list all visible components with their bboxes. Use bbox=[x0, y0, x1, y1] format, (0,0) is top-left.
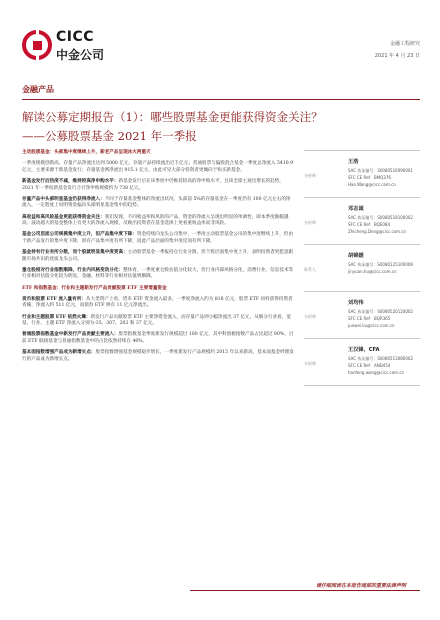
section-rule bbox=[22, 99, 420, 100]
summary-paragraph: 行业和主题股票 ETF 依然火爆：新发行产品贡献股票 ETF 主要净资金流入，而存量产品则小幅净流出 37 亿元，从细分行业看，宽基、行业、主题 ETF 净流入分别为-35、307、202 和 37 亿元。 bbox=[22, 314, 291, 327]
summary-column bbox=[22, 150, 294, 368]
summary-paragraph: 存量产品中头部明星基金仍获得净流入：不同于存量基金整体的净流出状况，头部前 5%的存量基金在一季度仍有 100 亿元左右的净流入，一定程度上说明资金偏向头部明星基金集中的趋势。 bbox=[22, 196, 291, 209]
summary-paragraph: 基金持有行业有所分散，而个股就明显集中度更高：主动股票基金一季报持仓行业分散，但个股层面集中度上升，表明投资者更愿意跟随市场共识的优质龙头公司。 bbox=[22, 250, 294, 262]
summary-paragraph: 新基金发行后热度不减，维持较高净申购水平：新基金发行后在该季度中仍维持较高的净申购水平，且该全部主观出增长的趋势，2021 年一季度新基金发行合计净申购规模约为 738 亿元。 bbox=[22, 178, 284, 191]
cicc-logo bbox=[22, 28, 132, 68]
analyst-email[interactable]: jinyuan.hu@cicc.com.cn bbox=[348, 269, 397, 274]
summary-paragraph: 主动股票基金：头部集中度继续上升，新老产品呈现冰火两重天 bbox=[22, 150, 151, 155]
analyst-card: 分析师 王汉锋，CFA SAC 执证编号：S0080513080002 SFC CE Ref：AND454 hanfeng.wang@cicc.com.cn bbox=[304, 338, 420, 386]
analyst-card: 联系人 胡锦媛 SAC 执证编号：S0080125100009 jinyuan.hu@cicc.com.cn bbox=[304, 244, 420, 291]
analyst-name: 邓志诚 bbox=[348, 206, 364, 212]
brand-cn: 中金公司 bbox=[56, 48, 105, 62]
analyst-column bbox=[304, 150, 420, 386]
analyst-card: 分析师 王浩 SAC 执证编号：S0080516090001 SFC CE Ref：BMQ376 Hao.Wang@cicc.com.cn bbox=[304, 150, 420, 197]
report-subtitle: ——公募股票基金 2021 年一季报 bbox=[22, 129, 197, 143]
analyst-email[interactable]: hanfeng.wang@cicc.com.cn bbox=[348, 370, 405, 375]
doc-type: 金融工程研究 bbox=[389, 41, 420, 47]
footer-rule bbox=[190, 590, 420, 591]
summary-paragraph: 普通股票指数基金中新发行产品贡献主要流入：股票指数基金季度新发行规模超过 100 亿元，其中科创板指数产品占比超过 80%，目前 ETF 联接基金与普通指数基金中的占比依然持续在 40%。 bbox=[22, 332, 294, 344]
analyst-name: 胡锦媛 bbox=[348, 253, 364, 259]
analyst-email[interactable]: Zhicheng.Deng@cicc.com.cn bbox=[348, 229, 407, 234]
summary-paragraph: 基本面指数增强产品成为新增长点：股票指数增强基金规模稳步增长，一季度新发行产品规模约 2015 年以来新高，基本面基金经理发行的产品成为新增长点。 bbox=[22, 350, 294, 362]
summary-paragraph: ETF 和指数基金：行业和主题新发行产品贡献股票 ETF 主要增量资金 bbox=[22, 285, 167, 291]
section-tag: 金融产品 bbox=[22, 84, 54, 94]
cicc-logo-icon bbox=[22, 30, 52, 60]
analyst-name: 刘均伟 bbox=[348, 300, 364, 306]
summary-paragraph: 一季度规模创新高，存量产品净流出达到 5000 亿元，存量产品持续流出近千亿元；普通股票与偏股混合基金一季度总净流入 5410.9 亿元，主要来源于新基金发行；存量基金则净流出 915.1 亿元，由此可见大部分投资者更倾向于购买新基金。 bbox=[22, 161, 294, 173]
report-date: 2021 年 4 月 23 日 bbox=[374, 53, 420, 59]
report-title: 解读公募定期报告（1）：哪些股票基金更能获得资金关注？ bbox=[22, 110, 323, 124]
legal-notice: 请仔细阅读在本报告尾部的重要法律声明 bbox=[315, 583, 406, 589]
analyst-email[interactable]: Hao.Wang@cicc.com.cn bbox=[348, 182, 396, 187]
summary-paragraph: 重仓股相对行业指数顺降，行业内风格变动分化：整体看，一季度重仓股估值分化较大，但行业内部风格分化，消费行业、信息技术等行业相对估值分化较为明显，金融、材料等行业相对估值则顺降。 bbox=[22, 267, 294, 280]
analyst-name: 王汉锋，CFA bbox=[348, 347, 380, 353]
summary-paragraph: 货币和股票 ETF 流入量有所：从大类资产上看，货币 ETF 资金流入最多，一季度净流入约为 818 亿元，股票 ETF 同样获得投资者青睐，净流入约 511 亿元，而债券 ETF 则有 11 亿元净流出。 bbox=[22, 296, 293, 309]
summary-paragraph: 基金公司层面公司规模集中度上升，但产品集中度下降：资金持续向龙头公司集中，一季度主动股票基金公司的集中度继续上升，但由于新产品发行的集中度下降，原有产品集中度有所下降，因此产品层面的集中度反而有所下降。 bbox=[22, 232, 294, 244]
summary-paragraph: 高收益和高风险基金更能获得资金关注：我们发现，不同收益率和风险的产品，资金的净流入呈现出明显的单调性，即本季度涨幅越高、波动越大的基金整体上有更大的净流入规模，反映出投资者在基金选择上更看重收益率而非风险。 bbox=[22, 214, 289, 227]
brand-en: CICC bbox=[56, 29, 95, 45]
analyst-email[interactable]: junwei.liu@cicc.com.cn bbox=[348, 323, 395, 328]
analyst-card: 分析师 邓志诚 SAC 执证编号：S0080518100002 SFC CE Ref：BQE084 Zhicheng.Deng@cicc.com.cn bbox=[304, 197, 420, 244]
analyst-card: 分析师 刘均伟 SAC 执证编号：S0080520120002 SFC CE Ref：BQR365 junwei.liu@cicc.com.cn bbox=[304, 291, 420, 338]
analyst-name: 王浩 bbox=[348, 159, 359, 165]
